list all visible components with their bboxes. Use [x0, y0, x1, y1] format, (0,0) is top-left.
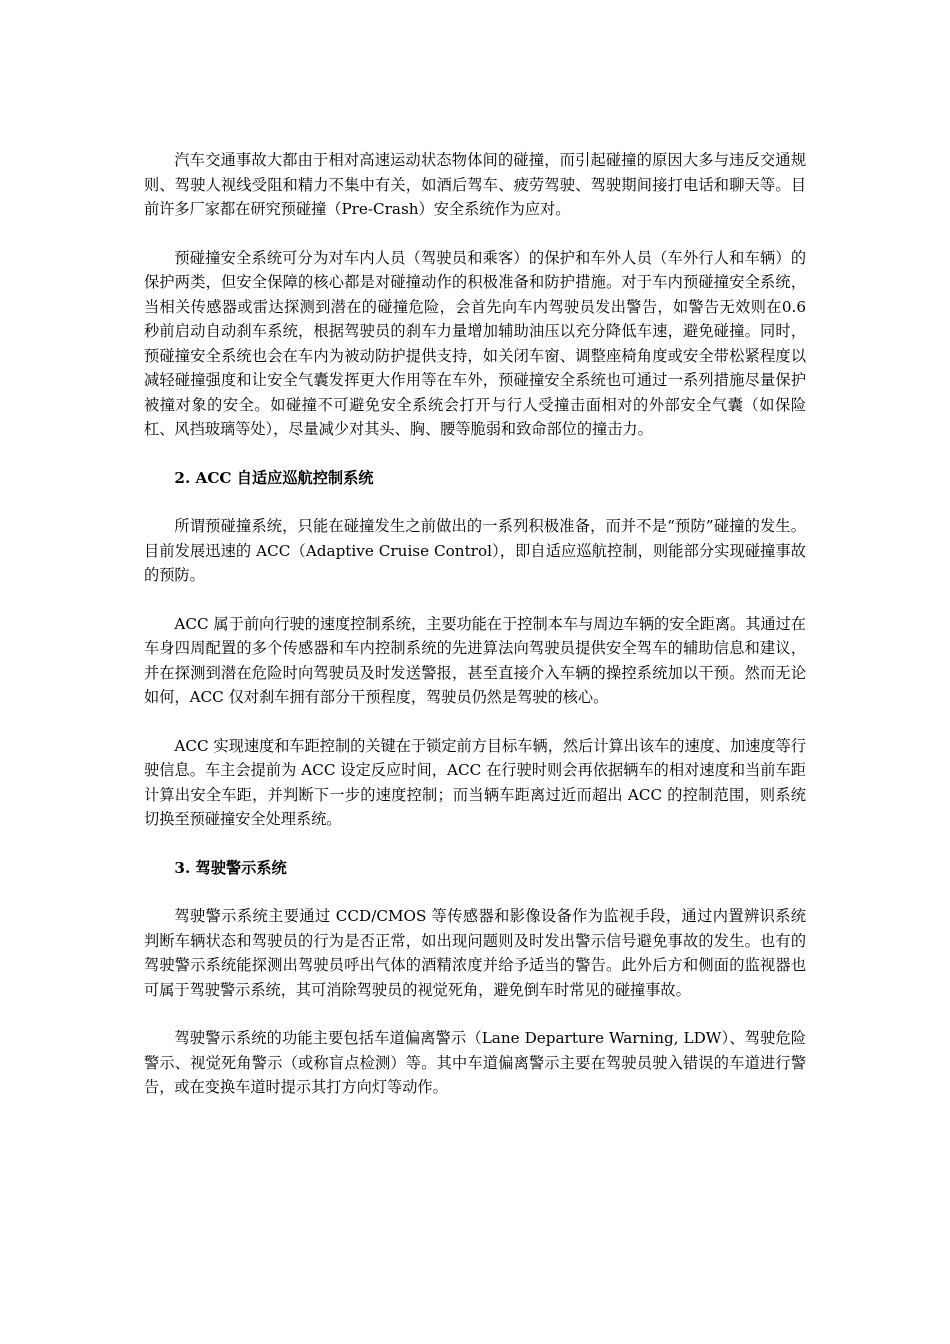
paragraph-gap [144, 832, 806, 856]
paragraph-collision-causes: 汽车交通事故大都由于相对高速运动状态物体间的碰撞，而引起碰撞的原因大多与违反交通规则、驾驶人视线受阻和精力不集中有关，如酒后驾车、疲劳驾驶、驾驶期间接打电话和聊天等。目前许多厂家都在研究预碰撞（Pre-Crash）安全系统作为应对。 [144, 151, 806, 218]
paragraph-acc-function: ACC 属于前向行驶的速度控制系统，主要功能在于控制本车与周边车辆的安全距离。其通过在车身四周配置的多个传感器和车内控制系统的先进算法向驾驶员提供安全驾车的辅助信息和建议，并在探测到潜在危险时向驾驶员及时发送警报，甚至直接介入车辆的操控系统加以干预。然而无论如何，ACC 仅对刹车拥有部分干预程度，驾驶员仍然是驾驶的核心。 [144, 614, 806, 706]
paragraph-gap [144, 490, 806, 514]
paragraph-pre-crash-system: 预碰撞安全系统可分为对车内人员（驾驶员和乘客）的保护和车外人员（车外行人和车辆）的保护两类，但安全保障的核心都是对碰撞动作的积极准备和防护措施。对于车内预碰撞安全系统，当相关传感器或雷达探测到潜在的碰撞危险，会首先向车内驾驶员发出警告，如警告无效则在0.6秒前启动自动刹车系统，根据驾驶员的刹车力量增加辅助油压以充分降低车速，避免碰撞。同时，预碰撞安全系统也会在车内为被动防护提供支持，如关闭车窗、调整座椅角度或安全带松紧程度以减轻碰撞强度和让安全气囊发挥更大作用等在车外，预碰撞安全系统也可通过一系列措施尽量保护被撞对象的安全。如碰撞不可避免安全系统会打开与行人受撞击面相对的外部安全气囊（如保险杠、风挡玻璃等处），尽量减少对其头、胸、腰等脆弱和致命部位的撞击力。 [144, 248, 806, 438]
paragraph-gap [144, 1002, 806, 1026]
paragraph-gap [144, 442, 806, 466]
document-body [144, 148, 806, 1100]
paragraph-acc-control: ACC 实现速度和车距控制的关键在于锁定前方目标车辆，然后计算出该车的速度、加速度等行驶信息。车主会提前为 ACC 设定反应时间，ACC 在行驶时则会再依据辆车的相对速度和当前车距计算出安全车距，并判断下一步的速度控制；而当辆车距离过近而超出 ACC 的控制范围，则系统切换至预碰撞安全处理系统。 [144, 736, 806, 828]
section-heading-acc: 2. ACC 自适应巡航控制系统 [174, 468, 374, 487]
paragraph-gap [144, 588, 806, 612]
paragraph-acc-intro: 所谓预碰撞系统，只能在碰撞发生之前做出的一系列积极准备，而并不是“预防”碰撞的发生。目前发展迅速的 ACC（Adaptive Cruise Control），即自适应巡航控制，则能部分实现碰撞事故的预防。 [144, 517, 806, 584]
paragraph-warning-system: 驾驶警示系统主要通过 CCD/CMOS 等传感器和影像设备作为监视手段，通过内置辨识系统判断车辆状态和驾驶员的行为是否正常，如出现问题则及时发出警示信号避免事故的发生。也有的驾驶警示系统能探测出驾驶员呼出气体的酒精浓度并给予适当的警告。此外后方和侧面的监视器也可属于驾驶警示系统，其可消除驾驶员的视觉死角，避免倒车时常见的碰撞事故。 [144, 907, 806, 999]
paragraph-warning-functions: 驾驶警示系统的功能主要包括车道偏离警示（Lane Departure Warning, LDW）、驾驶危险警示、视觉死角警示（或称盲点检测）等。其中车道偏离警示主要在驾驶员驶入错误的车道进行警告，或在变换车道时提示其打方向灯等动作。 [144, 1029, 806, 1096]
paragraph-gap [144, 880, 806, 904]
paragraph-gap [144, 222, 806, 246]
section-heading-driving-warning: 3. 驾驶警示系统 [174, 858, 287, 877]
paragraph-gap [144, 710, 806, 734]
